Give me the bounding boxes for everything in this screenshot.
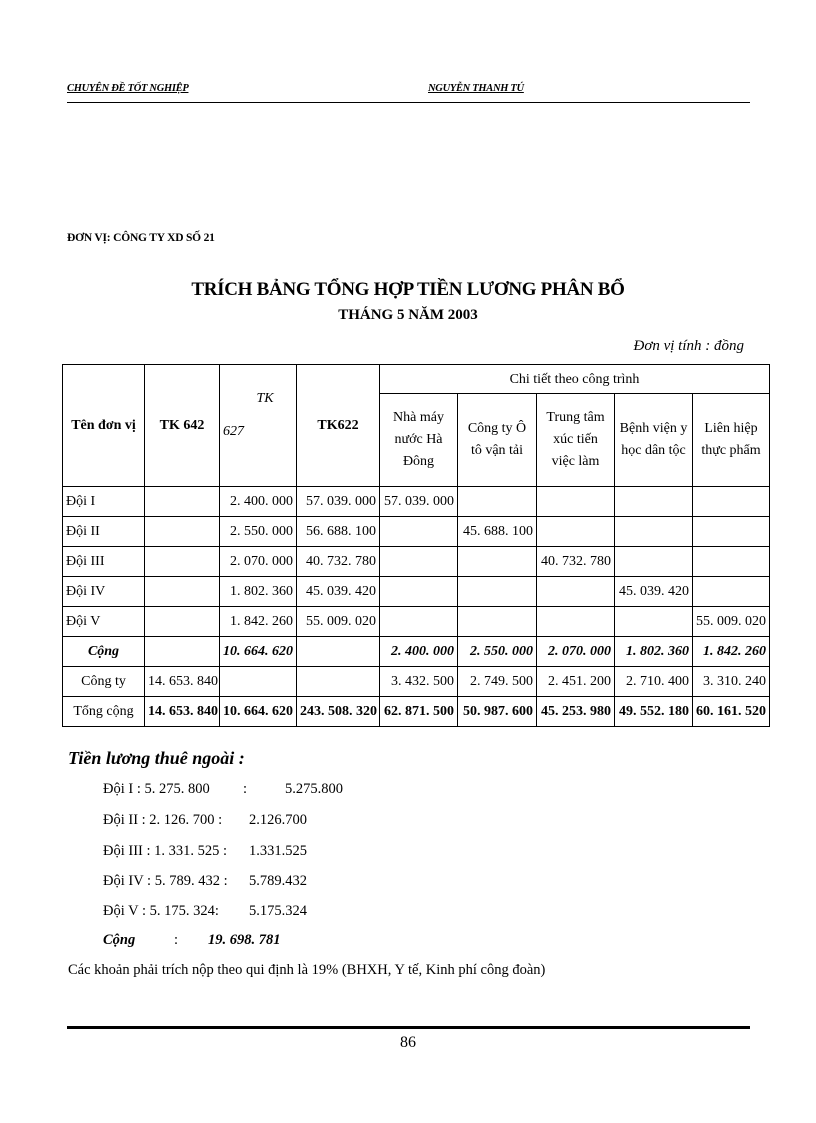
cell: 40. 732. 780: [537, 547, 615, 577]
contribution-note: Các khoản phải trích nộp theo qui định là 19% (BHXH, Y tế, Kinh phí công đoàn): [68, 962, 546, 978]
cell: 2. 070. 000: [537, 637, 615, 667]
company-row: [63, 667, 770, 697]
unit-label: ĐƠN VỊ: CÔNG TY XD SỐ 21: [67, 232, 215, 244]
outsourced-total-value: 19. 698. 781: [208, 932, 281, 948]
cell: 45. 253. 980: [537, 697, 615, 727]
col-tk627-header: [220, 365, 297, 487]
cell: [615, 517, 693, 547]
salary-table: [62, 364, 770, 727]
cell: [380, 547, 458, 577]
outsourced-line-value: 1.331.525: [249, 843, 307, 859]
cell: 1. 802. 360: [615, 637, 693, 667]
cell: 50. 987. 600: [458, 697, 537, 727]
header-author: NGUYỄN THANH TÚ: [428, 83, 524, 94]
row-label: Đội III: [63, 547, 145, 577]
outsourced-line-value: 5.275.800: [285, 781, 343, 797]
cell: 243. 508. 320: [297, 697, 380, 727]
row-label: Đội II: [63, 517, 145, 547]
outsourced-total-label: Cộng: [103, 932, 136, 948]
cell: 55. 009. 020: [693, 607, 770, 637]
cell: 1. 842. 260: [220, 607, 297, 637]
outsourced-line-label: Đội III : 1. 331. 525 :: [103, 843, 228, 859]
cell: 56. 688. 100: [297, 517, 380, 547]
cell: [537, 517, 615, 547]
header-left: CHUYÊN ĐỀ TỐT NGHIỆP: [67, 83, 189, 94]
cell: 3. 432. 500: [380, 667, 458, 697]
table-row: [63, 547, 770, 577]
row-label: Tổng cộng: [63, 697, 145, 727]
outsourced-line-value: 5.175.324: [249, 903, 307, 919]
cell: [537, 487, 615, 517]
cell: 10. 664. 620: [220, 637, 297, 667]
table-row: [63, 577, 770, 607]
cell: 2. 550. 000: [458, 637, 537, 667]
cell: 57. 039. 000: [297, 487, 380, 517]
page-number: 86: [400, 1034, 416, 1051]
subcol-header: Công ty Ô tô vận tải: [458, 394, 537, 487]
table-row: [63, 517, 770, 547]
cell: 3. 310. 240: [693, 667, 770, 697]
cell: 60. 161. 520: [693, 697, 770, 727]
cell: [615, 547, 693, 577]
outsourced-line-label: Đội V : 5. 175. 324:: [103, 903, 219, 919]
total-row: [63, 697, 770, 727]
footer-rule: [67, 1026, 750, 1029]
row-label: Đội V: [63, 607, 145, 637]
cell: [537, 607, 615, 637]
cell: 55. 009. 020: [297, 607, 380, 637]
cell: 10. 664. 620: [220, 697, 297, 727]
cell: [693, 547, 770, 577]
row-label: Đội I: [63, 487, 145, 517]
cell: [145, 517, 220, 547]
header-rule: [67, 102, 750, 103]
col-tk642-header: TK 642: [145, 365, 220, 487]
col-tk622-header: TK622: [297, 365, 380, 487]
cell: 14. 653. 840: [145, 697, 220, 727]
cell: [380, 517, 458, 547]
col-tk627-top: TK: [256, 390, 274, 406]
outsourced-line-label: Đội II : 2. 126. 700 :: [103, 812, 223, 828]
subcol-header: Trung tâm xúc tiến việc làm: [537, 394, 615, 487]
cell: [145, 577, 220, 607]
cell: [693, 577, 770, 607]
cell: [380, 607, 458, 637]
row-label: Đội IV: [63, 577, 145, 607]
cell: [615, 607, 693, 637]
col-unit-header: Tên đơn vị: [63, 365, 145, 487]
cell: 45. 039. 420: [297, 577, 380, 607]
outsourced-line-value: 2.126.700: [249, 812, 307, 828]
cell: 14. 653. 840: [145, 667, 220, 697]
cell: 2. 400. 000: [380, 637, 458, 667]
cell: [458, 547, 537, 577]
cell: 2. 451. 200: [537, 667, 615, 697]
outsourced-line-label: Đội IV : 5. 789. 432 :: [103, 873, 228, 889]
outsourced-title: Tiền lương thuê ngoài :: [68, 748, 245, 768]
page-title: TRÍCH BẢNG TỔNG HỢP TIỀN LƯƠNG PHÂN BỔ: [191, 279, 625, 300]
cell: 1. 802. 360: [220, 577, 297, 607]
subtotal-row: [63, 637, 770, 667]
cell: [297, 637, 380, 667]
cell: 40. 732. 780: [297, 547, 380, 577]
cell: [145, 487, 220, 517]
currency-note: Đơn vị tính : đồng: [633, 338, 744, 354]
cell: [145, 607, 220, 637]
cell: 45. 688. 100: [458, 517, 537, 547]
subcol-header: Bệnh viện y học dân tộc: [615, 394, 693, 487]
cell: 2. 400. 000: [220, 487, 297, 517]
subcol-header: Nhà máy nước Hà Đông: [380, 394, 458, 487]
col-tk627-bottom: 627: [223, 423, 244, 439]
cell: [693, 517, 770, 547]
cell: 49. 552. 180: [615, 697, 693, 727]
cell: [458, 577, 537, 607]
cell: [615, 487, 693, 517]
cell: 2. 749. 500: [458, 667, 537, 697]
cell: [458, 487, 537, 517]
outsourced-line-label: Đội I : 5. 275. 800: [103, 781, 210, 797]
table-row: [63, 487, 770, 517]
subcol-header: Liên hiệp thực phẩm: [693, 394, 770, 487]
cell: [693, 487, 770, 517]
cell: 62. 871. 500: [380, 697, 458, 727]
cell: [220, 667, 297, 697]
cell: [145, 547, 220, 577]
cell: [297, 667, 380, 697]
cell: 45. 039. 420: [615, 577, 693, 607]
cell: [145, 637, 220, 667]
group-header: Chi tiết theo công trình: [380, 365, 770, 394]
outsourced-line-sep: :: [243, 781, 248, 797]
cell: [458, 607, 537, 637]
cell: 1. 842. 260: [693, 637, 770, 667]
cell: 2. 550. 000: [220, 517, 297, 547]
row-label: Cộng: [63, 637, 145, 667]
cell: 57. 039. 000: [380, 487, 458, 517]
table-row: [63, 607, 770, 637]
cell: 2. 070. 000: [220, 547, 297, 577]
cell: 2. 710. 400: [615, 667, 693, 697]
cell: [537, 577, 615, 607]
outsourced-line-value: 5.789.432: [249, 873, 307, 889]
row-label: Công ty: [63, 667, 145, 697]
outsourced-total-sep: :: [174, 932, 179, 948]
cell: [380, 577, 458, 607]
page-subtitle: THÁNG 5 NĂM 2003: [338, 307, 478, 323]
